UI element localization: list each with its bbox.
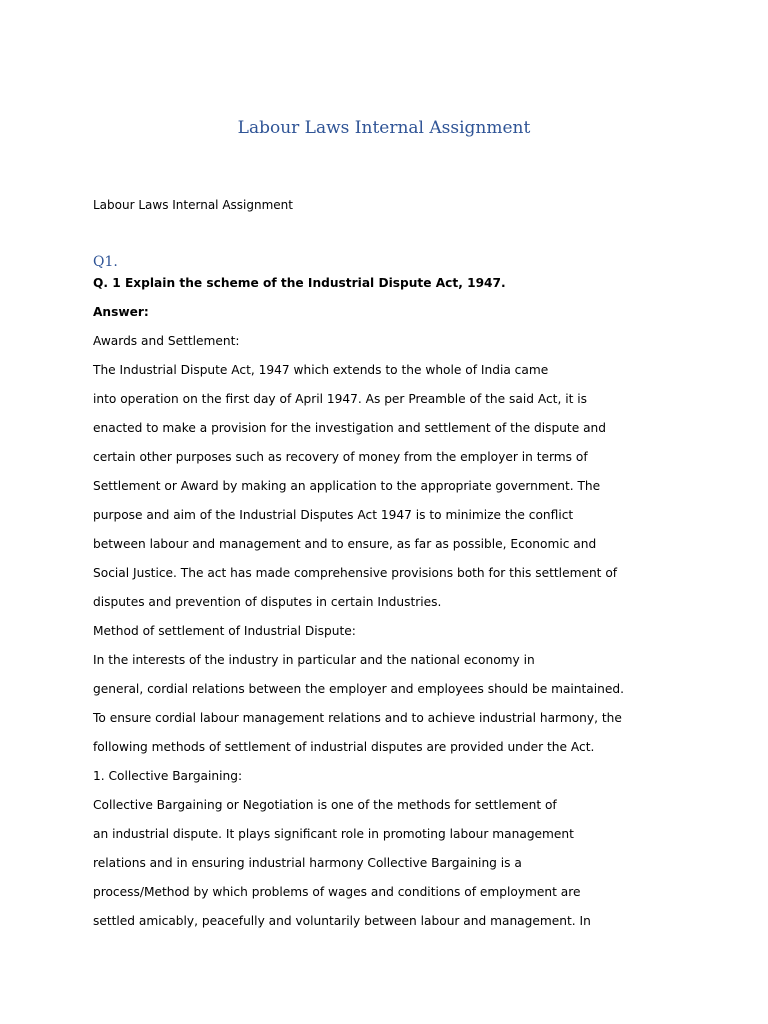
document-subtitle: Labour Laws Internal Assignment [93, 198, 293, 212]
body-line: settled amicably, peacefully and voluntarily between labour and management. In [93, 914, 591, 928]
body-line: between labour and management and to ensure, as far as possible, Economic and [93, 537, 597, 551]
body-line: 1. Collective Bargaining: [93, 769, 243, 783]
body-line: enacted to make a provision for the investigation and settlement of the dispute and [93, 421, 607, 435]
body-line: following methods of settlement of industrial disputes are provided under the Act. [93, 740, 595, 754]
body-line: into operation on the first day of April 1947. As per Preamble of the said Act, it is [93, 392, 587, 406]
body-line: general, cordial relations between the employer and employees should be maintained. [93, 682, 624, 696]
body-line: disputes and prevention of disputes in certain Industries. [93, 595, 442, 609]
body-line: Answer: [93, 305, 149, 319]
document-title: Labour Laws Internal Assignment [237, 118, 531, 138]
question-heading: Q1. [93, 254, 118, 270]
body-line: certain other purposes such as recovery of money from the employer in terms of [93, 450, 588, 464]
body-line: purpose and aim of the Industrial Disputes Act 1947 is to minimize the conflict [93, 508, 574, 522]
body-line: process/Method by which problems of wages and conditions of employment are [93, 885, 581, 899]
body-line: Settlement or Award by making an application to the appropriate government. The [93, 479, 601, 493]
body-line: Method of settlement of Industrial Dispute: [93, 624, 356, 638]
body-line: an industrial dispute. It plays significant role in promoting labour management [93, 827, 574, 841]
body-line: Q. 1 Explain the scheme of the Industrial Dispute Act, 1947. [93, 276, 506, 290]
body-line: The Industrial Dispute Act, 1947 which extends to the whole of India came [93, 363, 549, 377]
body-line: relations and in ensuring industrial harmony Collective Bargaining is a [93, 856, 522, 870]
body-line: Collective Bargaining or Negotiation is one of the methods for settlement of [93, 798, 557, 812]
document-body [93, 273, 653, 940]
body-line: Social Justice. The act has made comprehensive provisions both for this settlement of [93, 566, 618, 580]
body-line: To ensure cordial labour management relations and to achieve industrial harmony, the [93, 711, 622, 725]
body-line: Awards and Settlement: [93, 334, 240, 348]
body-line: In the interests of the industry in particular and the national economy in [93, 653, 535, 667]
